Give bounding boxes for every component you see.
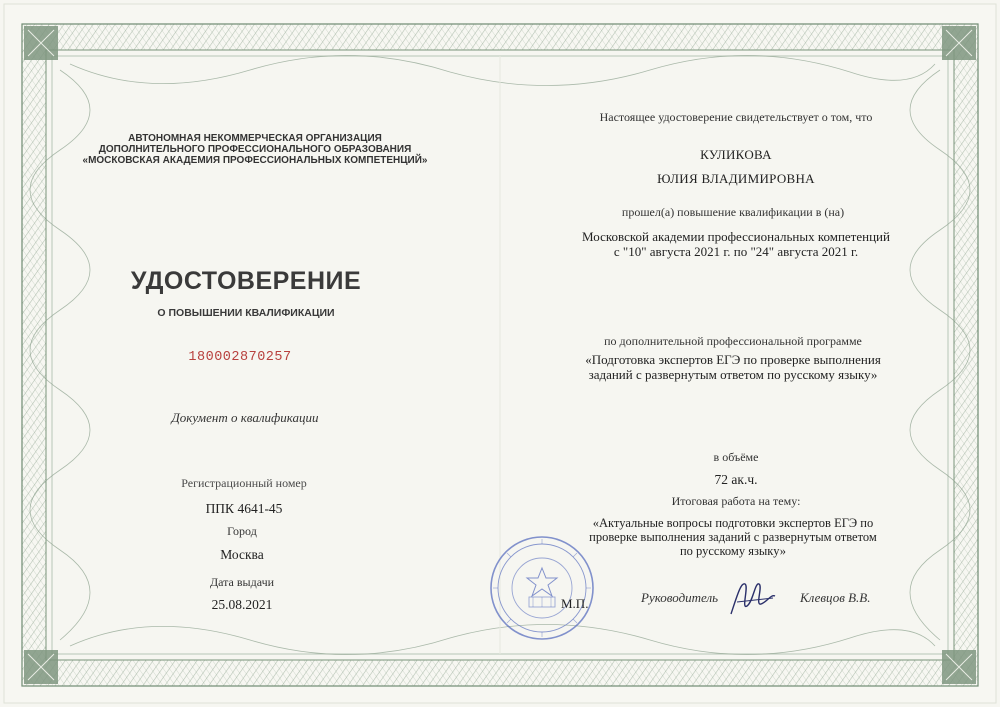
final-work-line-1: «Актуальные вопросы подготовки экспертов ЕГЭ по bbox=[592, 516, 874, 530]
stamp-seal-icon bbox=[489, 535, 595, 641]
final-work-line-2: проверке выполнения заданий с развернутым ответом bbox=[589, 530, 877, 544]
given-names: ЮЛИЯ ВЛАДИМИРОВНА bbox=[657, 171, 815, 186]
intro-text: Настоящее удостоверение свидетельствует о том, что bbox=[599, 110, 873, 124]
volume-label: в объёме bbox=[713, 450, 759, 464]
signature-icon bbox=[727, 576, 779, 620]
reg-number: ППК 4641-45 bbox=[205, 501, 283, 516]
seal-mark: М.П. bbox=[561, 596, 589, 611]
passed-text: прошел(а) повышение квалификации в (на) bbox=[621, 205, 845, 219]
org-line-2: ДОПОЛНИТЕЛЬНОГО ПРОФЕССИОНАЛЬНОГО ОБРАЗОВАНИЯ bbox=[98, 144, 412, 155]
director-label: Руководитель bbox=[641, 590, 719, 605]
issue-date: 25.08.2021 bbox=[211, 597, 273, 612]
final-work-line-3: по русскому языку» bbox=[679, 544, 787, 558]
program-line-1: «Подготовка экспертов ЕГЭ по проверке выполнения bbox=[585, 352, 881, 367]
org-line-3: «МОСКОВСКАЯ АКАДЕМИЯ ПРОФЕССИОНАЛЬНЫХ КОМПЕТЕНЦИЙ» bbox=[82, 155, 428, 166]
document-title: УДОСТОВЕРЕНИЕ bbox=[130, 267, 362, 295]
date-label: Дата выдачи bbox=[209, 575, 275, 589]
reg-label: Регистрационный номер bbox=[181, 476, 307, 490]
director-name: Клевцов В.В. bbox=[800, 590, 871, 605]
city-label: Город bbox=[227, 524, 257, 538]
org-line-1: АВТОНОМНАЯ НЕКОММЕРЧЕСКАЯ ОРГАНИЗАЦИЯ bbox=[128, 133, 382, 144]
program-label: по дополнительной профессиональной программе bbox=[604, 334, 862, 348]
surname: КУЛИКОВА bbox=[700, 147, 772, 162]
serial-number: 180002870257 bbox=[188, 350, 292, 365]
volume-hours: 72 ак.ч. bbox=[714, 472, 758, 487]
program-line-2: заданий с развернутым ответом по русскому языку» bbox=[588, 367, 878, 382]
final-work-label: Итоговая работа на тему: bbox=[671, 494, 801, 508]
institution: Московской академии профессиональных компетенций bbox=[582, 229, 890, 244]
document-type: Документ о квалификации bbox=[171, 410, 319, 425]
city: Москва bbox=[220, 547, 264, 562]
document-subtitle: О ПОВЫШЕНИИ КВАЛИФИКАЦИИ bbox=[157, 307, 335, 319]
study-period: с "10" августа 2021 г. по "24" августа 2021 г. bbox=[613, 244, 859, 259]
